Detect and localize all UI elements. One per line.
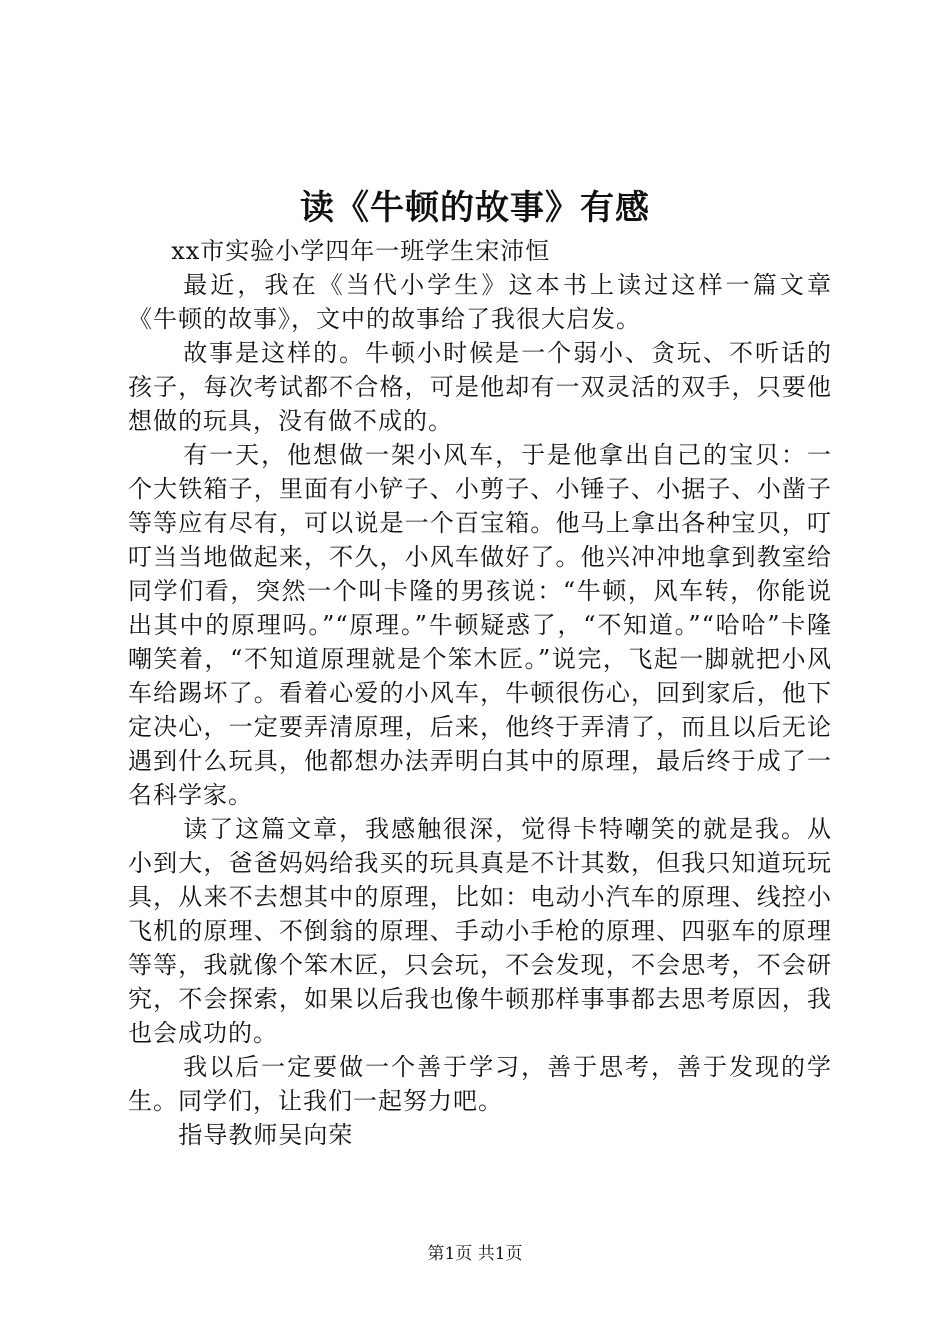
page-footer: 第1页 共1页 (427, 1244, 523, 1264)
paragraph-3: 有一天，他想做一架小风车，于是他拿出自己的宝贝：一个大铁箱子，里面有小铲子、小剪子、小锤子、小据子、小凿子等等应有尽有，可以说是一个百宝箱。他马上拿出各种宝贝，叮叮当当地做起来，不久，小风车做好了。他兴冲冲地拿到教室给同学们看，突然一个叫卡隆的男孩说：“牛顿，风车转，你能说出其中的原理吗。”“原理。”牛顿疑惑了，“不知道。”“哈哈”卡隆嘲笑着，“不知道原理就是个笨木匠。”说完，飞起一脚就把小风车给踢坏了。看着心爱的小风车，牛顿很伤心，回到家后，他下定决心，一定要弄清原理，后来，他终于弄清了，而且以后无论遇到什么玩具，他都想办法弄明白其中的原理，最后终于成了一名科学家。 (128, 441, 832, 809)
paragraph-5: 我以后一定要做一个善于学习，善于思考，善于发现的学生。同学们，让我们一起努力吧。 (128, 1053, 832, 1115)
author-line: xx市实验小学四年一班学生宋沛恒 (171, 237, 551, 265)
paragraph-1: 最近，我在《当代小学生》这本书上读过这样一篇文章《牛顿的故事》，文中的故事给了我很大启发。 (128, 271, 832, 333)
document-body (128, 234, 832, 1152)
document-title: 读《牛顿的故事》有感 (300, 188, 650, 228)
paragraph-2: 故事是这样的。牛顿小时候是一个弱小、贪玩、不听话的孩子，每次考试都不合格，可是他却有一双灵活的双手，只要他想做的玩具，没有做不成的。 (128, 339, 832, 435)
teacher-line: 指导教师吴向荣 (178, 1121, 354, 1149)
paragraph-4: 读了这篇文章，我感触很深，觉得卡特嘲笑的就是我。从小到大，爸爸妈妈给我买的玩具真是不计其数，但我只知道玩玩具，从来不去想其中的原理，比如：电动小汽车的原理、线控小飞机的原理、不倒翁的原理、手动小手枪的原理、四驱车的原理等等，我就像个笨木匠，只会玩，不会发现，不会思考，不会研究，不会探索，如果以后我也像牛顿那样事事都去思考原因，我也会成功的。 (128, 815, 832, 1047)
